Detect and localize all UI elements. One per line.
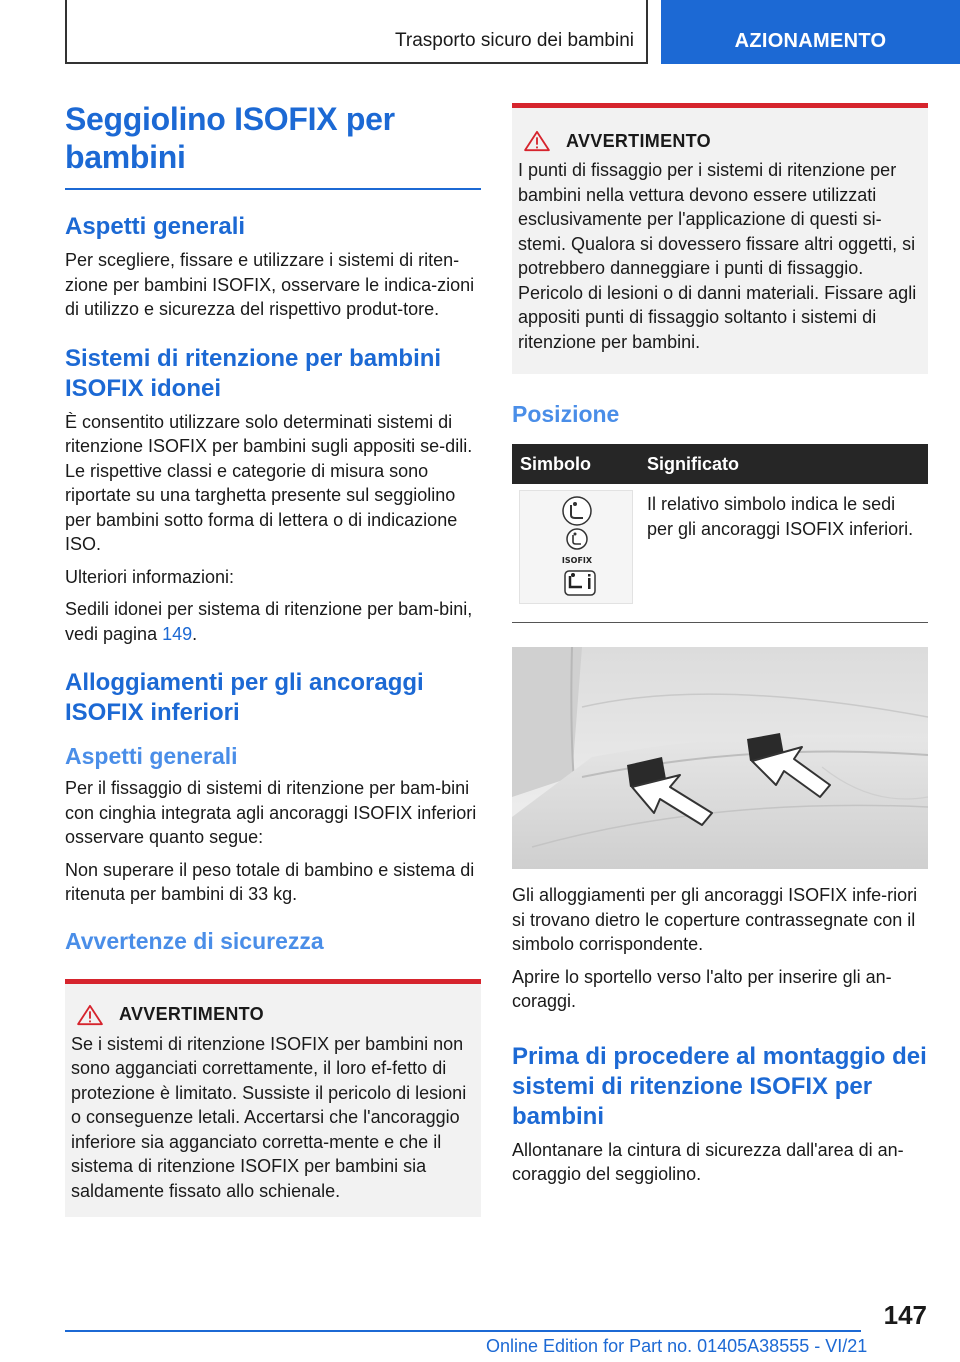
warning-triangle-icon xyxy=(75,1004,105,1026)
left-column xyxy=(65,100,481,1217)
suitable-text: È consentito utilizzare solo determinati sistemi di ritenzione ISOFIX per bambini sugli appositi se-dili. Le rispettive classi e categorie di misura sono riportate su una targhetta presente sul seggiolino per bambini sotto forma di lettera o di indicazione ISO. xyxy=(65,411,473,554)
header-chapter-tab xyxy=(661,0,960,64)
anchors-text-1: Per il fissaggio di sistemi di ritenzione per bam-bini con cinghia integrata agli ancoraggi ISOFIX inferiori osservare quanto segue: xyxy=(65,778,477,847)
warning-box-right xyxy=(512,103,928,374)
table-header-row xyxy=(512,444,928,484)
title-rule xyxy=(65,188,481,190)
heading-lower-anchors: Alloggiamenti per gli ancoraggi ISOFIX inferiori xyxy=(65,669,424,726)
warning-text: I punti di fissaggio per i sistemi di ritenzione per bambini nella vettura devono essere utilizzati esclusivamente per l'applicazione di questi si-stemi. Qualora si dovessero fissare altri oggetti, si potrebbero danneggiare i punti di fissaggio. Pericolo di lesioni o di danni materiali. Fissare agli appositi punti di fissaggio soltanto i sistemi di ritenzione per bambini. xyxy=(518,160,917,352)
photo-caption-2: Aprire lo sportello verso l'alto per inserire gli an-coraggi. xyxy=(512,966,892,1011)
heading-position: Posizione xyxy=(512,401,620,427)
table-header-symbol: Simbolo xyxy=(512,444,639,484)
table-row xyxy=(512,484,928,612)
heading-suitable-systems: Sistemi di ritenzione per bambini ISOFIX idonei xyxy=(65,344,442,402)
table-header-meaning: Significato xyxy=(639,444,928,484)
header-chapter-title: AZIONAMENTO xyxy=(734,30,887,52)
edition-info: Online Edition for Part no. 01405A38555 - VI/21 xyxy=(486,1336,868,1356)
header-section-title: Trasporto sicuro dei bambini xyxy=(394,30,634,51)
footer-rule xyxy=(65,1330,861,1332)
heading-general: Aspetti generali xyxy=(65,213,246,240)
warning-triangle-icon xyxy=(522,130,552,152)
table-rule xyxy=(512,622,928,623)
subheading-anchors-general: Aspetti generali xyxy=(65,743,238,769)
page-title: Seggiolino ISOFIX per bambini xyxy=(65,101,395,175)
right-column xyxy=(512,103,928,1187)
symbol-table xyxy=(512,444,928,612)
seat-photo xyxy=(512,647,928,869)
seat-anchor-illustration xyxy=(512,647,928,869)
before-text: Allontanare la cintura di sicurezza dall'area di an-coraggio del seggiolino. xyxy=(512,1139,904,1184)
warning-text: Se i sistemi di ritenzione ISOFIX per bambini non sono agganciati correttamente, il loro ef-fetto di protezione è limitato. Sussiste il pericolo di lesioni o conseguenze letali. Accertarsi che l'ancoraggio inferiore sia agganciato corretta-mente e che il sistema di ritenzione ISOFIX per bambini sia saldamente fissato allo schienale. xyxy=(71,1033,467,1201)
warning-title: AVVERTIMENTO xyxy=(119,1004,264,1024)
header-section-tab xyxy=(65,0,648,64)
warning-title: AVVERTIMENTO xyxy=(566,130,711,151)
more-info-label: Ulteriori informazioni: xyxy=(65,566,235,587)
isofix-seat-icon xyxy=(520,491,634,605)
seats-reference: Sedili idonei per sistema di ritenzione per bam-bini, vedi pagina 149. xyxy=(65,599,473,644)
page-number: 147 xyxy=(883,1300,927,1330)
table-meaning-cell: Il relativo simbolo indica le sedi per gli ancoraggi ISOFIX inferiori. xyxy=(647,494,914,539)
photo-caption-1: Gli alloggiamenti per gli ancoraggi ISOFIX infe-riori si trovano dietro le coperture contrassegnate con il simbolo corrispondente. xyxy=(512,885,918,954)
heading-safety-notes: Avvertenze di sicurezza xyxy=(65,927,324,954)
page-link-149[interactable]: 149 xyxy=(162,623,193,644)
warning-box-left xyxy=(65,979,481,1218)
anchors-text-2: Non superare il peso totale di bambino e sistema di ritenuta per bambini di 33 kg. xyxy=(65,859,475,904)
symbol-cell xyxy=(519,490,633,604)
general-text: Per scegliere, fissare e utilizzare i sistemi di riten-zione per bambini ISOFIX, osservare le indica-zioni di utilizzo e sicurezza del rispettivo produt-tore. xyxy=(65,250,475,319)
svg-text:ISOFIX: ISOFIX xyxy=(561,556,593,565)
heading-before-installation: Prima di procedere al montaggio dei sistemi di ritenzione ISOFIX per bambini xyxy=(512,1042,927,1130)
